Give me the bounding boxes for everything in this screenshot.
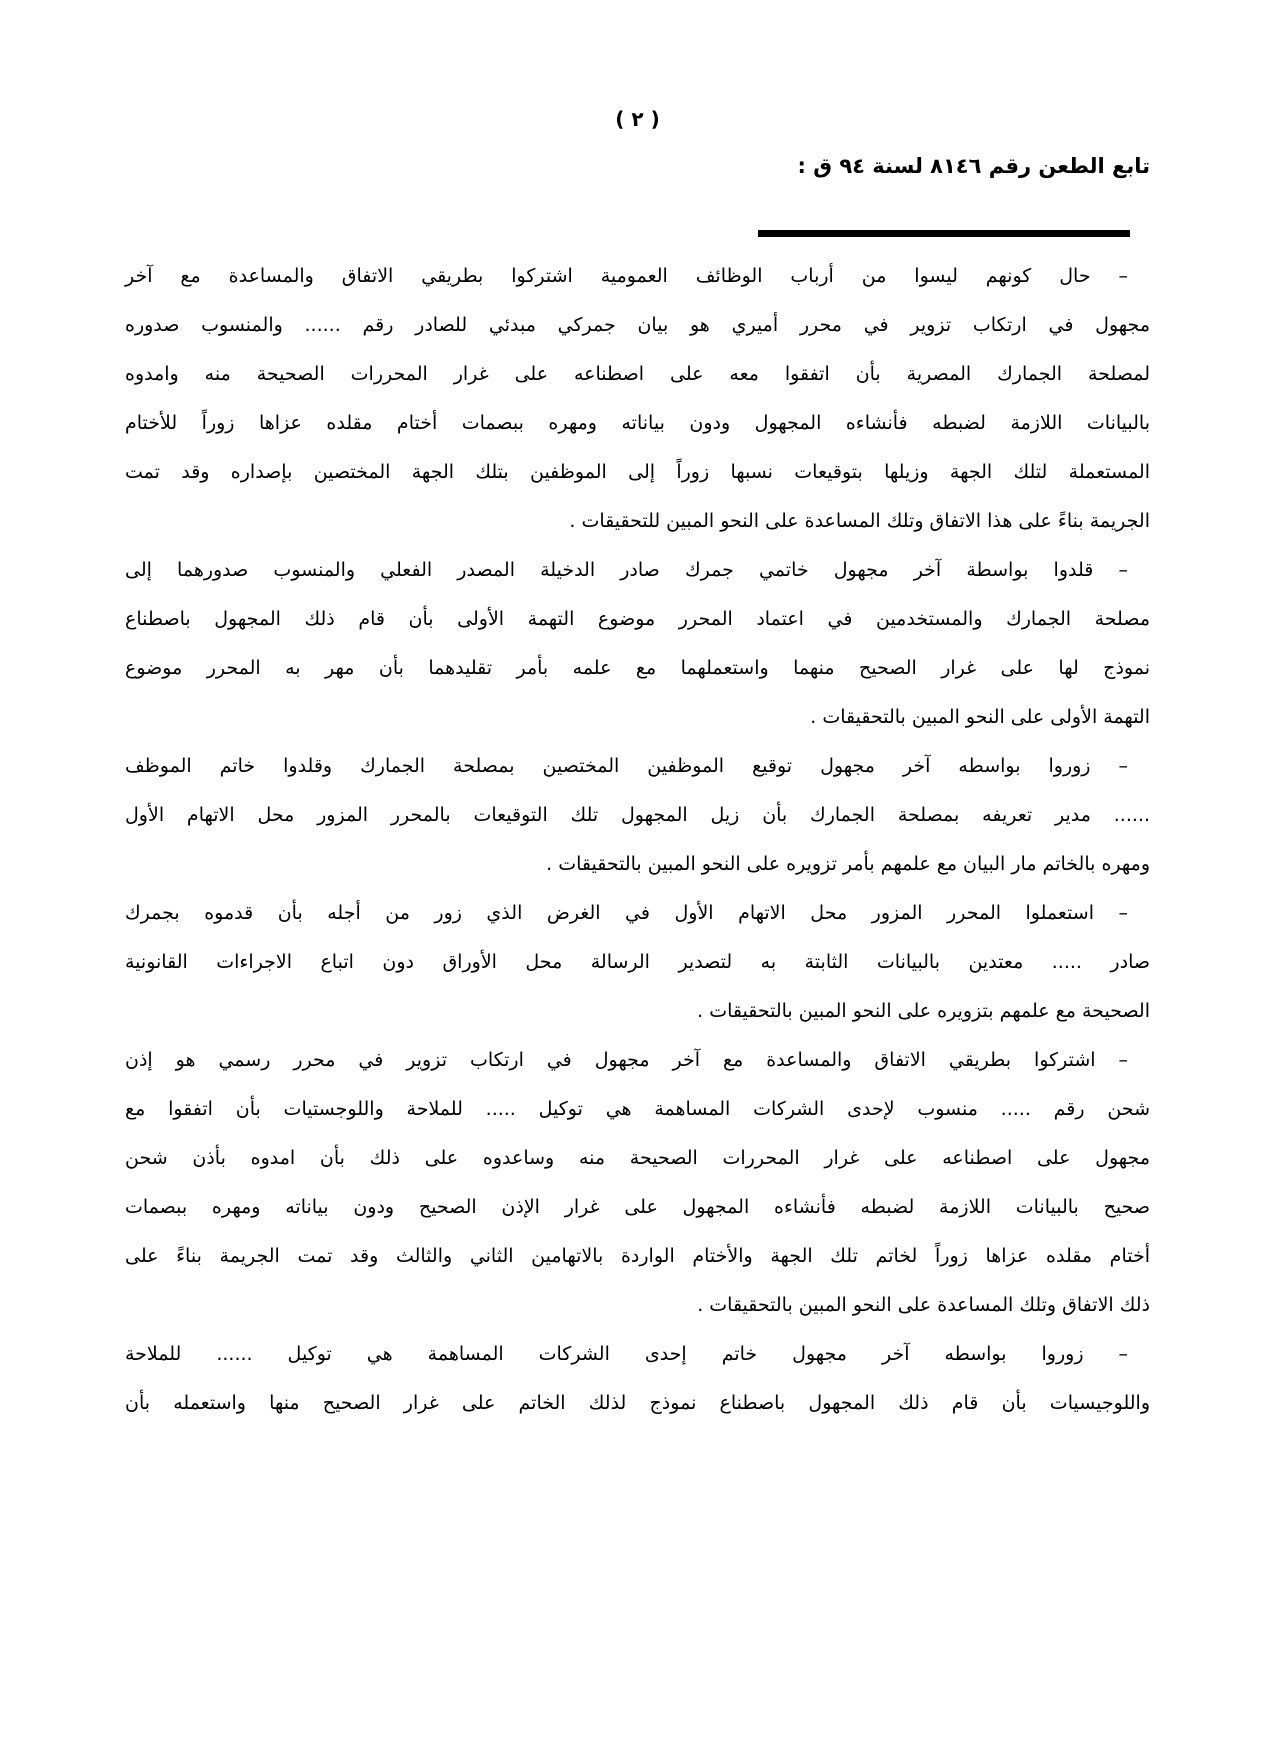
text-line: – استعملوا المحرر المزور محل الاتهام الأول في الغرض الذي زور من أجله بأن قدموه بجمرك [125,902,1128,924]
paragraph [125,546,1150,742]
header-rule [758,230,1130,237]
text-line: صحيح بالبيانات اللازمة لضبطه فأنشاءه المجهول على غرار الإذن الصحيح ودون بياناته ومهره ببصمات [125,1196,1150,1218]
paragraph [125,252,1150,546]
text-line: التهمة الأولى على النحو المبين بالتحقيقات . [810,706,1150,728]
text-line: واللوجيسيات بأن قام ذلك المجهول باصطناع نموذج لذلك الخاتم على غرار الصحيح منها واستعمله بأن [125,1392,1150,1414]
text-line: – زوروا بواسطه آخر مجهول خاتم إحدى الشركات المساهمة هي توكيل ...... للملاحة [125,1343,1128,1365]
case-header: تابع الطعن رقم ٨١٤٦ لسنة ٩٤ ق : [797,154,1150,178]
text-line: – اشتركوا بطريقي الاتفاق والمساعدة مع آخر مجهول في ارتكاب تزوير في محرر رسمي هو إذن [125,1049,1128,1071]
text-line: صادر ..... معتدين بالبيانات الثابتة به لتصدير الرسالة محل الأوراق دون اتباع الاجراءات القانونية [125,951,1150,973]
document-body [125,252,1150,1428]
text-line: مجهول في ارتكاب تزوير في محرر أميري هو بيان جمركي مبدئي للصادر رقم ...... والمنسوب صدوره [125,314,1150,336]
text-line: بالبيانات اللازمة لضبطه فأنشاءه المجهول ودون بياناته ومهره ببصمات أختام مقلده عزاها زوراً للأختام [125,412,1150,434]
text-line: شحن رقم ..... منسوب لإحدى الشركات المساهمة هي توكيل ..... للملاحة واللوجستيات بأن اتفقوا مع [125,1098,1150,1120]
text-line: الصحيحة مع علمهم بتزويره على النحو المبين بالتحقيقات . [697,1000,1150,1022]
text-line: – زوروا بواسطه آخر مجهول توقيع الموظفين المختصين بمصلحة الجمارك وقلدوا خاتم الموظف [125,755,1128,777]
text-line: الجريمة بناءً على هذا الاتفاق وتلك المساعدة على النحو المبين للتحقيقات . [569,510,1150,532]
text-line: – قلدوا بواسطة آخر مجهول خاتمي جمرك صادر الدخيلة المصدر الفعلي والمنسوب صدورهما إلى [125,559,1128,581]
paragraph [125,742,1150,889]
document-page [0,104,1275,1754]
text-line: مجهول على اصطناعه على غرار المحررات الصحيحة منه وساعدوه على ذلك بأن امدوه بأذن شحن [125,1147,1150,1169]
text-line: مصلحة الجمارك والمستخدمين في اعتماد المحرر موضوع التهمة الأولى بأن قام ذلك المجهول باصطناع [125,608,1150,630]
text-line: – حال كونهم ليسوا من أرباب الوظائف العمومية اشتركوا بطريقي الاتفاق والمساعدة مع آخر [125,265,1128,287]
text-line: ذلك الاتفاق وتلك المساعدة على النحو المبين بالتحقيقات . [697,1294,1150,1316]
text-line: نموذج لها على غرار الصحيح منهما واستعملهما مع علمه بأمر تقليدهما بأن مهر به المحرر موضوع [125,657,1150,679]
text-line: المستعملة لتلك الجهة وزيلها بتوقيعات نسبها زوراً إلى الموظفين بتلك الجهة المختصين بإصداره وقد تمت [125,461,1150,483]
text-line: أختام مقلده عزاها زوراً لخاتم تلك الجهة والأختام الواردة بالاتهامين الثاني والثالث وقد تمت الجريمة بناءً على [125,1245,1150,1267]
page-number: ( ٢ ) [615,107,660,131]
text-line: ومهره بالخاتم مار البيان مع علمهم بأمر تزويره على النحو المبين بالتحقيقات . [546,853,1150,875]
text-line: ...... مدير تعريفه بمصلحة الجمارك بأن زيل المجهول تلك التوقيعات بالمحرر المزور محل الاتهام الأول [125,804,1150,826]
paragraph [125,889,1150,1036]
text-line: لمصلحة الجمارك المصرية بأن اتفقوا معه على اصطناعه على غرار المحررات الصحيحة منه وامدوه [125,363,1150,385]
paragraph [125,1036,1150,1330]
paragraph [125,1330,1150,1428]
